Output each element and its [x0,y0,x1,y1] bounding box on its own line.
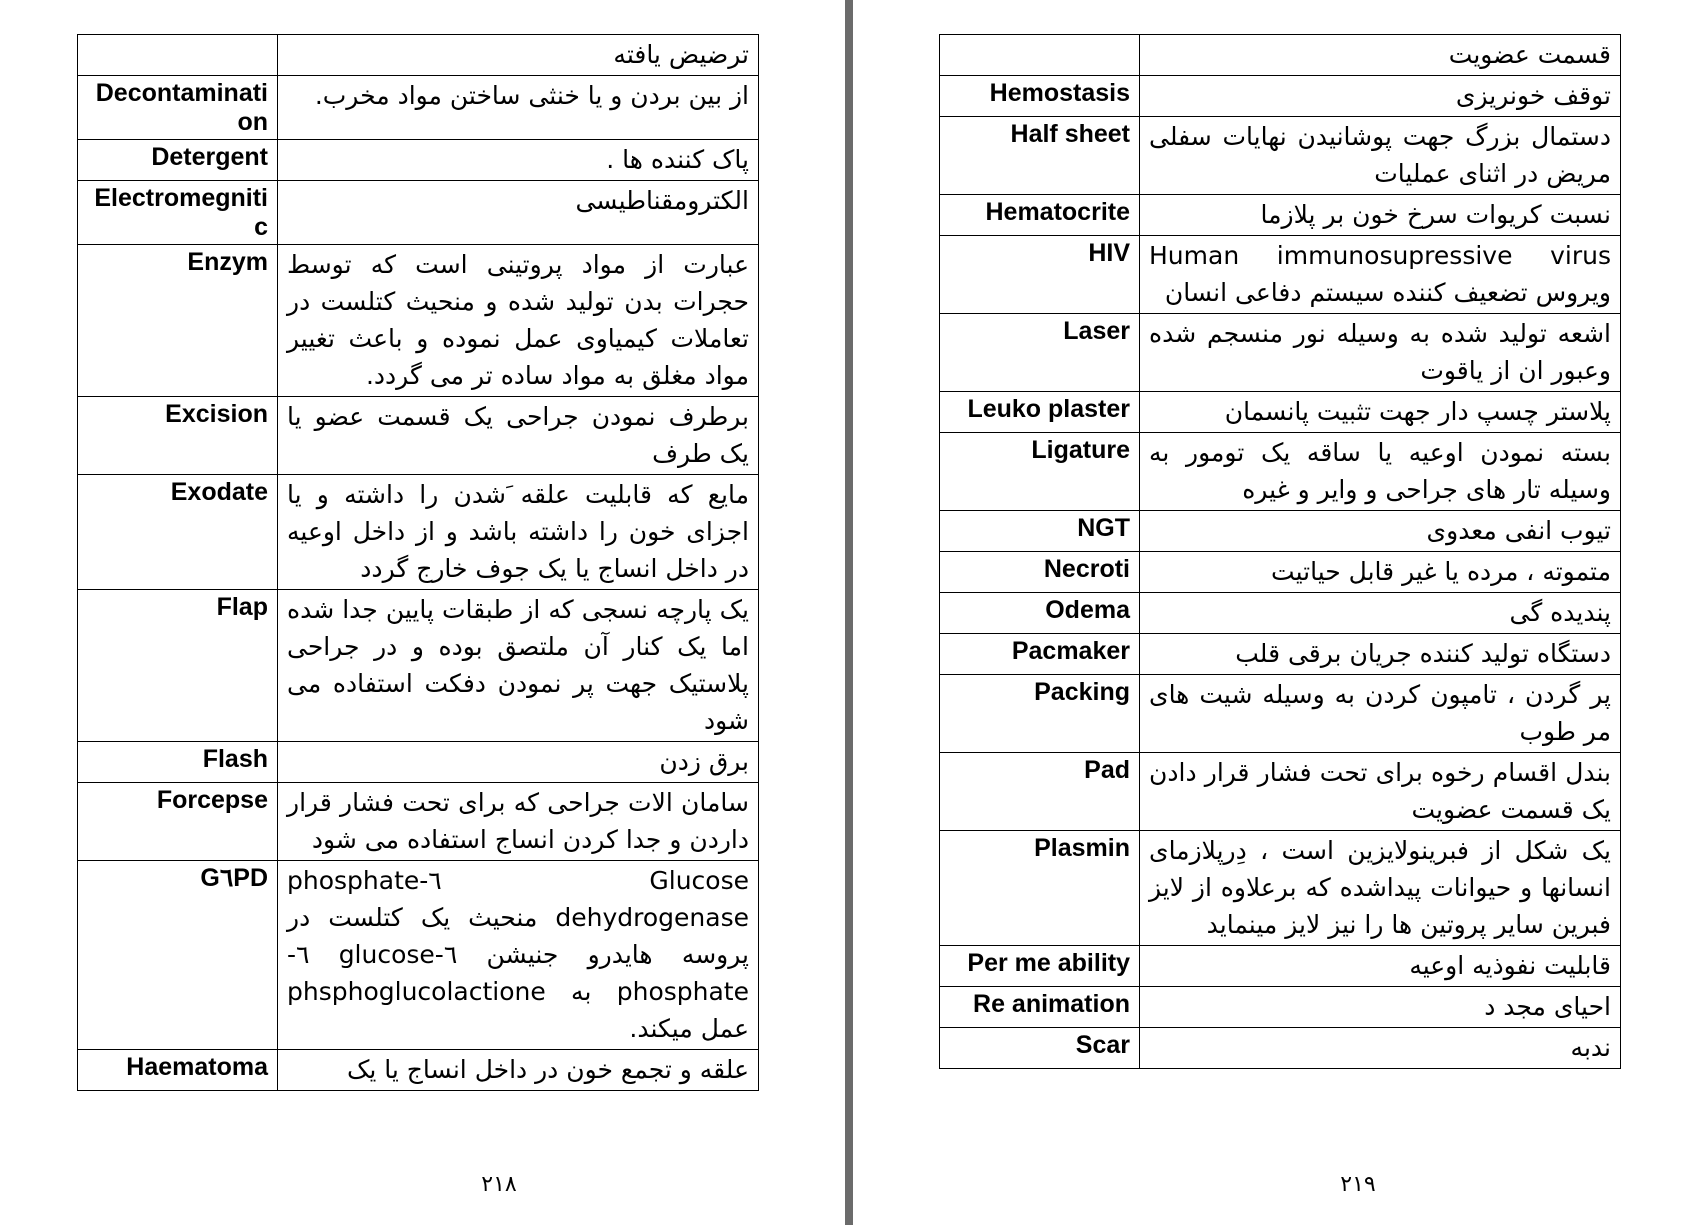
right-page [853,0,1696,1225]
glossary-definition: دستمال بزرگ جهت پوشانیدن نهایات سفلی مریض در اثنای عملیات [1140,117,1621,195]
glossary-row [940,392,1621,433]
glossary-row [78,590,759,742]
glossary-row [78,397,759,475]
glossary-definition: از بین بردن و یا خنثی ساختن مواد مخرب. [278,76,759,140]
glossary-term: Scar [940,1028,1140,1069]
glossary-definition: برق زدن [278,742,759,783]
glossary-term: Hematocrite [940,195,1140,236]
glossary-definition: قابلیت نفوذیه اوعیه [1140,946,1621,987]
glossary-definition: دستگاه تولید کننده جریان برقی قلب [1140,634,1621,675]
glossary-term: Leuko plaster [940,392,1140,433]
glossary-term: Ligature [940,433,1140,511]
glossary-term: Detergent [78,140,278,181]
book-spine [845,0,853,1225]
glossary-definition: ندبه [1140,1028,1621,1069]
glossary-definition: Human immunosupressive virus ویروس تضعیف کننده سیستم دفاعی انسان [1140,236,1621,314]
glossary-definition: برطرف نمودن جراحی یک قسمت عضو یا یک طرف [278,397,759,475]
glossary-definition: متموته ، مرده یا غیر قابل حیاتیت [1140,552,1621,593]
glossary-term: Per me ability [940,946,1140,987]
glossary-definition: بسته نمودن اوعیه یا ساقه یک تومور به وسیله تار های جراحی و وایر و غیره [1140,433,1621,511]
glossary-term: Plasmin [940,831,1140,946]
glossary-row [78,181,759,245]
glossary-term: Electromegnitic [78,181,278,245]
glossary-row [78,140,759,181]
glossary-definition: پلاستر چسپ دار جهت تثبیت پانسمان [1140,392,1621,433]
glossary-row [940,593,1621,634]
glossary-term: Odema [940,593,1140,634]
glossary-row [940,236,1621,314]
glossary-term: Pad [940,753,1140,831]
glossary-row [78,245,759,397]
glossary-term: Flap [78,590,278,742]
glossary-definition: احیای مجد د [1140,987,1621,1028]
glossary-row [940,946,1621,987]
glossary-term: Pacmaker [940,634,1140,675]
glossary-definition: قسمت عضویت [1140,35,1621,76]
glossary-definition: سامان الات جراحی که برای تحت فشار قرار داردن و جدا کردن انساج استفاده می شود [278,783,759,861]
glossary-definition: ترضیض یافته [278,35,759,76]
glossary-definition: یک شکل از فبرینولایزین است ، دِرپلازمای انسانها و حیوانات پیداشده که برعلاوه از لایز فبرین سایر پروتین ها را نیز لایز مینماید [1140,831,1621,946]
glossary-row [78,783,759,861]
glossary-term: Packing [940,675,1140,753]
glossary-row [940,117,1621,195]
glossary-definition: پر گردن ، تامپون کردن به وسیله شیت های مر طوب [1140,675,1621,753]
glossary-row [940,831,1621,946]
glossary-row [78,475,759,590]
glossary-term: NGT [940,511,1140,552]
glossary-row [78,1050,759,1091]
glossary-row [940,195,1621,236]
page-number-left: ۲۱۸ [481,1172,517,1197]
glossary-term: Re animation [940,987,1140,1028]
glossary-definition: نسبت کریوات سرخ خون بر پلازما [1140,195,1621,236]
glossary-term: HIV [940,236,1140,314]
glossary-term: G٦PD [78,861,278,1050]
glossary-term [78,35,278,76]
glossary-row [78,76,759,140]
glossary-row [78,742,759,783]
page-number-right: ۲۱۹ [1340,1172,1376,1197]
glossary-row [940,753,1621,831]
glossary-term: Forcepse [78,783,278,861]
glossary-term: Laser [940,314,1140,392]
glossary-definition: پندیده گی [1140,593,1621,634]
glossary-row [940,76,1621,117]
glossary-row [940,634,1621,675]
glossary-term: Decontamination [78,76,278,140]
glossary-row [940,314,1621,392]
glossary-definition: مایع که قابلیت علقه َشدن را داشته و یا اجزای خون را داشته باشد و از داخل اوعیه در داخل انساج یا یک جوف خارج گردد [278,475,759,590]
glossary-table-left [77,34,759,1091]
glossary-row [940,433,1621,511]
glossary-definition: الکترومقناطیسی [278,181,759,245]
glossary-row [940,511,1621,552]
glossary-row [78,35,759,76]
glossary-definition: پاک کننده ها . [278,140,759,181]
glossary-row [940,1028,1621,1069]
glossary-definition: Glucose ٦-phosphate dehydrogenase منحیث یک کتلست در پروسه هایدرو جنیشن ٦-glucose ٦-phosphate به phsphoglucolactione عمل میکند. [278,861,759,1050]
left-page [0,0,845,1225]
glossary-term: Enzym [78,245,278,397]
glossary-definition: اشعه تولید شده به وسیله نور منسجم شده وعبور ان از یاقوت [1140,314,1621,392]
glossary-term: Necroti [940,552,1140,593]
glossary-table-right [939,34,1621,1069]
glossary-row [940,35,1621,76]
glossary-row [940,987,1621,1028]
glossary-definition: عبارت از مواد پروتینی است که توسط حجرات بدن تولید شده و منحیث کتلست در تعاملات کیمیاوی عمل نموده و باعث تغییر مواد مغلق به مواد ساده تر می گردد. [278,245,759,397]
glossary-row [940,552,1621,593]
glossary-definition: علقه و تجمع خون در داخل انساج یا یک [278,1050,759,1091]
glossary-row [940,675,1621,753]
glossary-row [78,861,759,1050]
glossary-definition: بندل اقسام رخوه برای تحت فشار قرار دادن یک قسمت عضویت [1140,753,1621,831]
glossary-definition: توقف خونریزی [1140,76,1621,117]
glossary-term: Hemostasis [940,76,1140,117]
glossary-definition: تیوب انفی معدوی [1140,511,1621,552]
glossary-term: Half sheet [940,117,1140,195]
glossary-term: Flash [78,742,278,783]
glossary-term: Excision [78,397,278,475]
glossary-term: Haematoma [78,1050,278,1091]
glossary-term [940,35,1140,76]
glossary-term: Exodate [78,475,278,590]
glossary-definition: یک پارچه نسجی که از طبقات پایین جدا شده اما یک کنار آن ملتصق بوده و در جراحی پلاستیک جهت پر نمودن دفکت استفاده می شود [278,590,759,742]
